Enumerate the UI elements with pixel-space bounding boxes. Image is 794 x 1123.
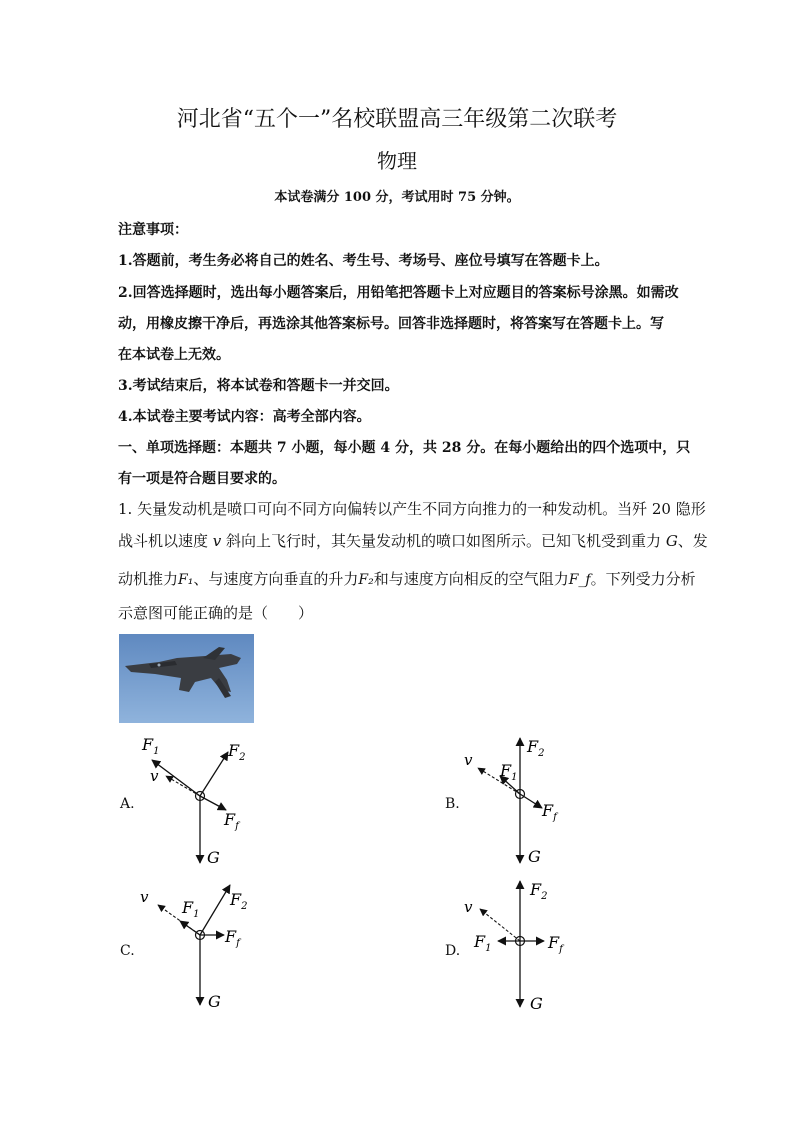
g-symbol: G	[665, 532, 678, 550]
f1-symbol: F₁	[178, 572, 194, 588]
section-heading-line-1: 一、单项选择题：本题共 7 小题，每小题 4 分，共 28 分。在每小题给出的四个选项中，只	[118, 440, 691, 456]
notice-item-3: 3.考试结束后，将本试卷和答题卡一并交回。	[118, 378, 399, 394]
v-symbol: v	[212, 532, 222, 550]
question-1-line-4: 示意图可能正确的是（ ）	[118, 604, 314, 622]
svg-text:Ff: $F_f$	[225, 927, 240, 949]
option-c-label: C.	[120, 943, 135, 959]
f1-arrow	[152, 760, 200, 796]
option-a-label: A.	[120, 796, 135, 812]
svg-text:F2: $F_2$	[530, 880, 548, 902]
notice-item-1: 1.答题前，考生务必将自己的姓名、考生号、考场号、座位号填写在答题卡上。	[118, 253, 609, 269]
ff-arrow	[520, 794, 542, 808]
svg-text:F2: $F_2$	[230, 890, 248, 912]
exam-title: 河北省“五个一”名校联盟高三年级第二次联考	[176, 107, 618, 132]
f2-symbol: F₂	[358, 572, 374, 588]
diagram-a	[130, 730, 260, 875]
notice-item-2-line-1: 2.回答选择题时，选出每小题答案后，用铅笔把答题卡上对应题目的答案标号涂黑。如需改	[118, 285, 679, 301]
exam-meta: 本试卷满分 100 分，考试用时 75 分钟。	[274, 190, 520, 205]
question-1-line-1: 1. 矢量发动机是喷口可向不同方向偏转以产生不同方向推力的一种发动机。当歼 20 隐形	[118, 500, 706, 518]
svg-text:v: v	[140, 888, 149, 906]
notice-item-4: 4.本试卷主要考试内容：高考全部内容。	[118, 409, 371, 425]
svg-text:F2: $F_2$	[228, 741, 246, 763]
notice-item-2-line-2: 动，用橡皮擦干净后，再选涂其他答案标号。回答非选择题时，将答案写在答题卡上。写	[118, 316, 664, 332]
svg-text:F1: $F_1$	[182, 898, 200, 920]
svg-text:F2: $F_2$	[527, 737, 545, 759]
ff-arrow	[200, 796, 226, 810]
question-1-line-3: 动机推力F₁、与速度方向垂直的升力F₂和与速度方向相反的空气阻力F_f。下列受力分析	[118, 570, 696, 588]
svg-text:Ff: $F_f$	[548, 933, 563, 955]
notice-heading: 注意事项：	[118, 222, 188, 238]
svg-text:G: G	[208, 992, 221, 1011]
svg-text:G: G	[530, 994, 543, 1013]
section-heading-line-2: 有一项是符合题目要求的。	[118, 471, 286, 487]
diagram-c	[130, 875, 270, 1015]
svg-text:G: G	[528, 847, 541, 866]
fighter-jet-photo	[119, 634, 254, 723]
svg-text:Ff: $F_f$	[224, 810, 239, 832]
ff-symbol: F_f	[568, 572, 591, 588]
f2-arrow	[200, 752, 228, 796]
svg-text:F1: $F_1$	[142, 735, 160, 757]
v-arrow	[480, 909, 520, 941]
question-1-line-2: 战斗机以速度 v 斜向上飞行时，其矢量发动机的喷口如图所示。已知飞机受到重力 G、发	[118, 532, 708, 550]
svg-text:v: v	[464, 898, 473, 916]
svg-text:v: v	[150, 767, 159, 785]
svg-text:F1: $F_1$	[500, 761, 518, 783]
v-arrow	[166, 776, 200, 796]
notice-item-2-line-3: 在本试卷上无效。	[118, 347, 230, 363]
svg-text:Ff: $F_f$	[542, 801, 557, 823]
option-b-label: B.	[445, 796, 460, 812]
diagram-b	[450, 730, 590, 875]
exam-subject: 物理	[377, 149, 417, 173]
svg-text:F1: $F_1$	[474, 932, 492, 954]
svg-text:G: G	[207, 848, 220, 867]
svg-text:v: v	[464, 751, 473, 769]
diagram-d	[450, 875, 590, 1015]
option-d-label: D.	[445, 943, 461, 959]
